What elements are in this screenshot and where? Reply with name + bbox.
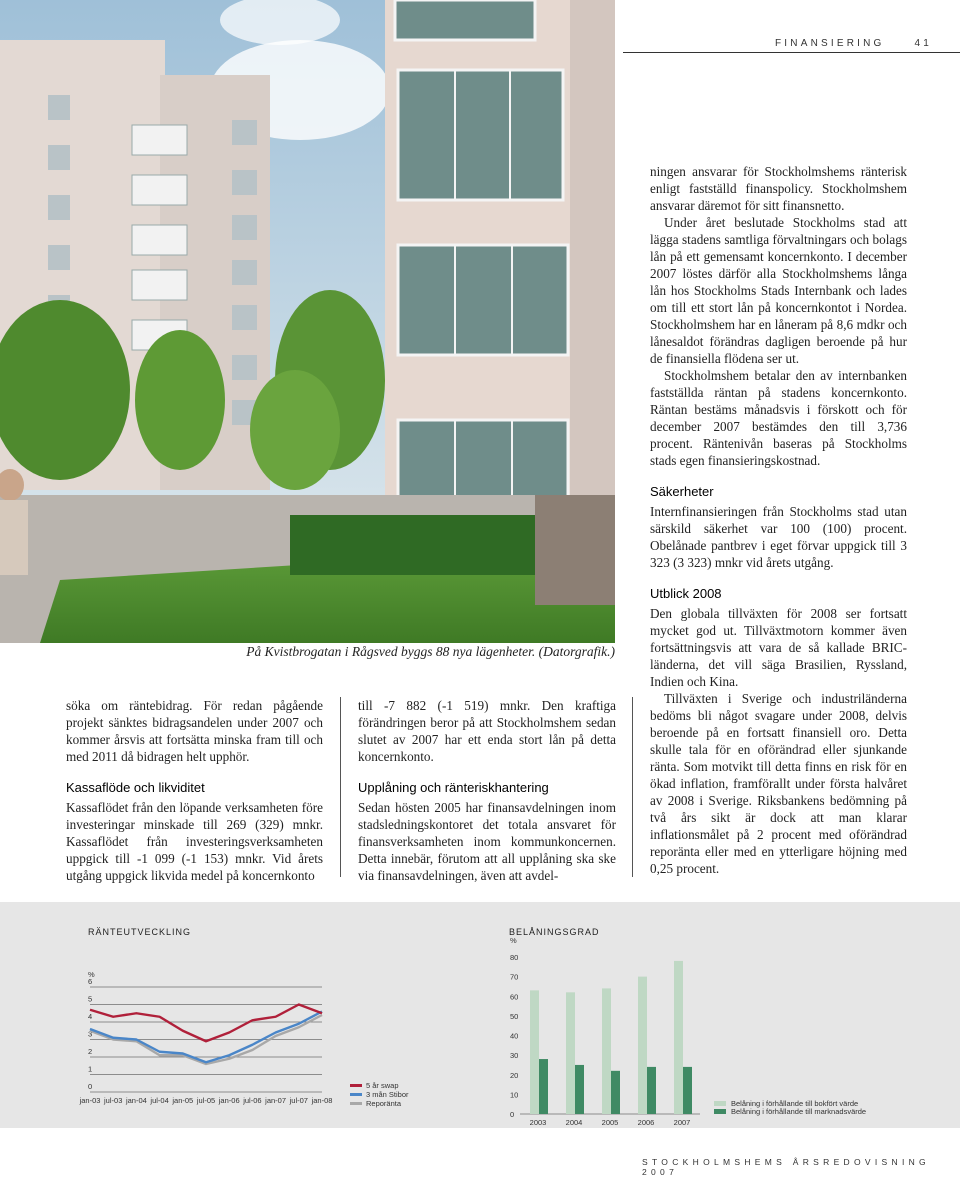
y-tick-label: 1 bbox=[88, 1064, 93, 1074]
header-rule bbox=[623, 52, 960, 53]
paragraph: Den globala tillväxten för 2008 ser fortsatt mycket god ut. Tillväxtmotorn kommer även fortsättningsvis att vara de så kallade BRIC-länderna, det vill säga Brasilien, Ryssland, Indien och Kina. bbox=[650, 606, 907, 689]
x-tick-label: 2007 bbox=[673, 1118, 691, 1127]
x-tick-label: 2006 bbox=[637, 1118, 655, 1127]
right-text-column bbox=[650, 163, 907, 877]
y-axis-unit: % bbox=[88, 970, 95, 979]
x-tick-label: jul-03 bbox=[104, 1096, 123, 1105]
y-tick-label: 80 bbox=[510, 953, 519, 962]
paragraph: Under året beslutade Stockholms stad att lägga stadens samtliga förvaltningars och bolags lån på ett gemensamt koncernkonto. I december 2007 löstes därför alla Stockholmshems långa lån hos Stockholms Stads Internbank och lades om till ett stort lån på koncernkontot i Nordea. Stockholmshem har en låneram på 8,6 mdkr och lånesaldot förändras dagligen beroende på hur de finansiella flödena ser ut. bbox=[650, 215, 907, 366]
y-tick-label: 0 bbox=[510, 1110, 515, 1119]
paragraph: Stockholmshem betalar den av internbanken fastställda räntan på stadens koncernkonto. Räntan bestäms månadsvis i förskott och för december 2007 bestämdes den till 3,736 procent. Räntenivån baseras på Stockholms stads egen finansieringskostnad. bbox=[650, 368, 907, 468]
y-tick-label: 60 bbox=[510, 992, 519, 1002]
legend-swatch bbox=[350, 1084, 362, 1087]
bar bbox=[683, 1067, 692, 1114]
text-column-1 bbox=[66, 697, 323, 884]
x-tick-label: jan-05 bbox=[172, 1096, 194, 1105]
bar bbox=[539, 1059, 548, 1114]
legend-swatch bbox=[350, 1093, 362, 1096]
column-divider bbox=[632, 697, 633, 877]
y-tick-label: 2 bbox=[88, 1047, 93, 1056]
y-tick-label: 50 bbox=[510, 1011, 519, 1021]
y-tick-label: 10 bbox=[510, 1090, 519, 1100]
bar-chart-title: BELÅNINGSGRAD bbox=[509, 927, 600, 937]
y-tick-label: 3 bbox=[88, 1029, 93, 1039]
x-tick-label: jan-06 bbox=[218, 1096, 240, 1105]
x-tick-label: jul-05 bbox=[196, 1096, 216, 1105]
x-tick-label: jul-06 bbox=[243, 1096, 262, 1105]
y-tick-label: 30 bbox=[510, 1051, 519, 1061]
y-tick-label: 70 bbox=[510, 972, 519, 982]
heading-kassaflode: Kassaflöde och likviditet bbox=[66, 780, 205, 795]
legend-label: Belåning i förhållande till bokfört värde bbox=[731, 1099, 859, 1108]
paragraph: ningen ansvarar för Stockholmshems ränterisk enligt fastställd finanspolicy. Stockholmshem ansvarar däremot för sitt finansnetto. bbox=[650, 164, 907, 213]
x-tick-label: 2004 bbox=[565, 1118, 583, 1127]
legend-swatch bbox=[350, 1102, 362, 1105]
x-tick-label: jan-07 bbox=[265, 1096, 287, 1105]
legend-label: Reporänta bbox=[366, 1099, 402, 1108]
building-illustration bbox=[0, 0, 615, 643]
legend-label: 5 år swap bbox=[366, 1081, 399, 1090]
column-divider bbox=[340, 697, 341, 877]
paragraph: till -7 882 (-1 519) mnkr. Den kraftiga förändringen beror på att Stockholmshem sedan slutet av 2007 har ett enda stort lån på detta koncernkonto. bbox=[358, 698, 616, 764]
running-header bbox=[775, 38, 932, 49]
paragraph: Internfinansieringen från Stockholms stad utan särskild säkerhet var 100 (100) procent. Obelånade pantbrev i eget förvar uppgick till 3 323 (3 323) mnkr vid årets utgång. bbox=[650, 504, 907, 570]
section-title: FINANSIERING bbox=[775, 38, 885, 49]
text-column-2 bbox=[358, 697, 616, 884]
legend-label: 3 mån Stibor bbox=[366, 1090, 409, 1099]
bar bbox=[674, 961, 683, 1114]
bar bbox=[647, 1067, 656, 1114]
bar bbox=[602, 988, 611, 1114]
heading-utblick: Utblick 2008 bbox=[650, 586, 722, 601]
legend-swatch bbox=[714, 1109, 726, 1114]
y-tick-label: 40 bbox=[510, 1031, 519, 1041]
legend-swatch bbox=[714, 1101, 726, 1106]
heading-sakerheter: Säkerheter bbox=[650, 484, 714, 499]
paragraph: Tillväxten i Sverige och industriländerna bedöms bli något svagare under 2008, delvis beroende på en fortsatt finansiell oro. Detta skulle tala för en oförändrad eller sjunkande ränta. Som motvikt till detta finns en risk för en ökad inflation, framförallt under första halvåret av 2008 i Sverige. Riksbankens bedömning på två års sikt är dock att man klarar inflationsmålet på 2 procent med oförändrad reporänta eller med en ytterligare höjning med 0,25 procent. bbox=[650, 691, 907, 876]
photo-caption: På Kvistbrogatan i Rågsved byggs 88 nya lägenheter. (Datorgrafik.) bbox=[246, 644, 615, 659]
x-tick-label: 2003 bbox=[529, 1118, 547, 1127]
series-line bbox=[90, 1012, 322, 1063]
y-axis-unit: % bbox=[510, 936, 517, 945]
paragraph: söka om räntebidrag. För redan pågående projekt sänktes bidragsandelen under 2007 och kommer årsvis att fortsätta minska fram till och med 2011 då bidragen helt upphör. bbox=[66, 698, 323, 764]
series-line bbox=[90, 1005, 322, 1042]
bar bbox=[638, 977, 647, 1114]
heading-upplaning: Upplåning och ränteriskhantering bbox=[358, 780, 549, 795]
legend-label: Belåning i förhållande till marknadsvärde bbox=[731, 1107, 867, 1116]
y-tick-label: 5 bbox=[88, 994, 93, 1004]
x-tick-label: jul-04 bbox=[150, 1096, 169, 1105]
y-tick-label: 4 bbox=[88, 1012, 93, 1021]
building-photo bbox=[0, 0, 615, 643]
line-chart-title: RÄNTEUTVECKLING bbox=[88, 927, 192, 937]
page-number: 41 bbox=[914, 38, 932, 49]
charts-canvas bbox=[0, 902, 960, 1128]
bar bbox=[566, 992, 575, 1114]
bar bbox=[530, 990, 539, 1114]
x-tick-label: jan-04 bbox=[125, 1096, 147, 1105]
bar bbox=[575, 1065, 584, 1114]
x-tick-label: jan-08 bbox=[311, 1096, 333, 1105]
x-tick-label: jan-03 bbox=[79, 1096, 101, 1105]
paragraph: Sedan hösten 2005 har finansavdelningen inom stadsledningskontoret det totala ansvaret för finansverksamheten inom kommunkoncernen. Detta innebär, förutom att all upplåning ska ske via finansavdelningen, även att avdel- bbox=[358, 800, 616, 883]
x-tick-label: 2005 bbox=[601, 1118, 619, 1127]
paragraph: Kassaflödet från den löpande verksamheten före investeringar minskade till 269 (329) mnkr. Kassaflödet från investeringsverksamheten uppgick till -1 099 (-1 153) mnkr. Vid årets utgång uppgick likvida medel på koncernkonto bbox=[66, 800, 323, 883]
y-tick-label: 20 bbox=[510, 1070, 519, 1080]
x-tick-label: jul-07 bbox=[289, 1096, 308, 1105]
y-tick-label: 0 bbox=[88, 1082, 93, 1091]
footer: STOCKHOLMSHEMS ÅRSREDOVISNING 2007 bbox=[642, 1157, 930, 1177]
bar bbox=[611, 1071, 620, 1114]
y-tick-label: 6 bbox=[88, 977, 93, 986]
